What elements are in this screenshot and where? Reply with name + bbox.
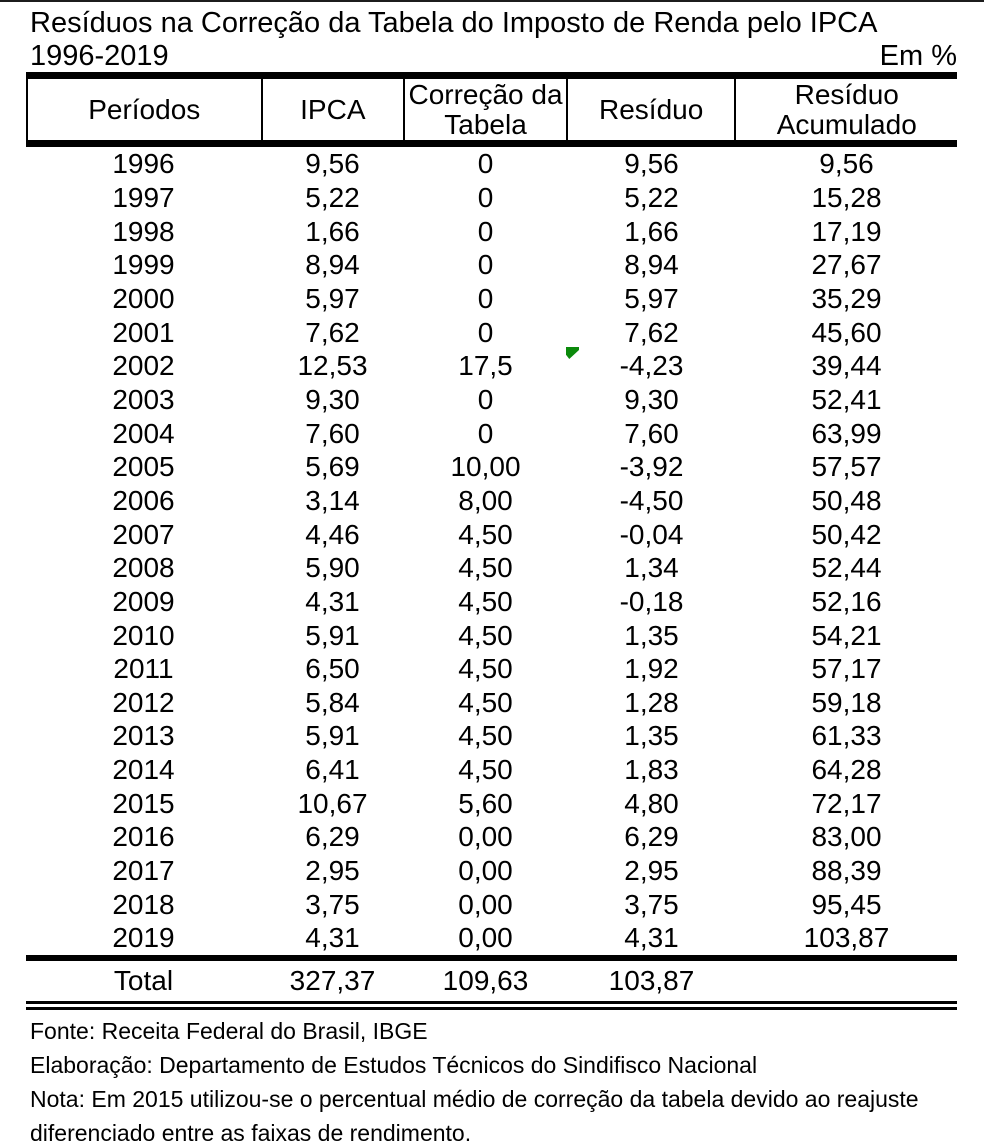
cell-value: 52,16 (811, 585, 882, 617)
cell-period: 2011 (113, 653, 174, 685)
cell-period: 2009 (112, 585, 175, 617)
cell-value: 4,50 (458, 686, 513, 718)
cell-period: 2012 (112, 686, 175, 718)
cell-period: 2002 (112, 350, 175, 382)
table-row (26, 618, 957, 652)
cell-value: 72,17 (811, 787, 882, 819)
column-header: Períodos (28, 79, 263, 140)
table-row (26, 484, 957, 518)
cell-value: 17,5 (458, 350, 513, 382)
table-row (26, 416, 957, 450)
cell-period: 2018 (112, 888, 175, 920)
table-row (26, 652, 957, 686)
period-subtitle: 1996-2019 (30, 40, 169, 72)
cell-period: 2000 (112, 282, 175, 314)
total-value: 109,63 (442, 965, 529, 997)
cell-value: 103,87 (803, 922, 890, 954)
cell-value: 4,50 (458, 552, 513, 584)
cell-value: 8,00 (458, 484, 513, 516)
cell-value: 17,19 (811, 215, 882, 247)
data-table (26, 72, 957, 1010)
table-row (26, 181, 957, 215)
cell-value: 64,28 (811, 754, 882, 786)
cell-value: 7,60 (305, 417, 360, 449)
cell-value: 39,44 (811, 350, 882, 382)
cell-value: 2,95 (624, 855, 679, 887)
total-row (26, 961, 957, 1001)
cell-value: 50,48 (811, 484, 882, 516)
cell-value: 7,62 (305, 316, 360, 348)
cell-value: 95,45 (811, 888, 882, 920)
cell-value: 6,41 (305, 754, 360, 786)
cell-value: 0,00 (458, 888, 513, 920)
cell-value: -4,23 (619, 350, 684, 382)
table-top-rule (26, 72, 957, 79)
cell-value: 9,56 (624, 148, 679, 180)
cell-value: 10,00 (450, 451, 521, 483)
cell-value: 1,35 (624, 619, 679, 651)
table-bottom-rule (26, 1001, 957, 1010)
cell-value: 4,31 (305, 922, 360, 954)
table-row (26, 214, 957, 248)
cell-value: 9,30 (624, 383, 679, 415)
cell-value: 9,56 (819, 148, 874, 180)
cell-value: 9,56 (305, 148, 360, 180)
cell-value: 50,42 (811, 518, 882, 550)
cell-value: 5,22 (624, 181, 679, 213)
cell-value: 0,00 (458, 922, 513, 954)
cell-period: 2016 (112, 821, 175, 853)
source-note: Fonte: Receita Federal do Brasil, IBGE (30, 1018, 428, 1044)
cell-value: 7,60 (624, 417, 679, 449)
cell-period: 1996 (112, 148, 175, 180)
cell-value: 52,41 (811, 383, 882, 415)
cell-value: 4,80 (624, 787, 679, 819)
cell-value: 1,34 (624, 552, 679, 584)
top-edge-rule (0, 0, 984, 2)
cell-value: 8,94 (624, 249, 679, 281)
cell-value: 6,29 (305, 821, 360, 853)
cell-value: 15,28 (811, 181, 882, 213)
cell-period: 2008 (112, 552, 175, 584)
cell-value: 0 (477, 383, 494, 415)
cell-value: 6,29 (624, 821, 679, 853)
cell-value: 0,00 (458, 855, 513, 887)
cell-value: 8,94 (305, 249, 360, 281)
subtitle-row (30, 41, 957, 71)
cell-value: 6,50 (305, 653, 360, 685)
table-row (26, 585, 957, 619)
table-row (26, 921, 957, 955)
cell-value: 10,67 (297, 787, 368, 819)
table-row (26, 147, 957, 181)
cell-value: 7,62 (624, 316, 679, 348)
footer (30, 1014, 960, 1143)
note-line-2: diferenciado entre as faixas de rendimento. (30, 1120, 472, 1143)
cell-value: 0 (477, 316, 494, 348)
cell-value: -0,04 (619, 518, 684, 550)
cell-value: 4,50 (458, 720, 513, 752)
cell-period: 2015 (112, 787, 175, 819)
cell-value: 1,28 (624, 686, 679, 718)
cell-value: 1,66 (624, 215, 679, 247)
table-row (26, 282, 957, 316)
column-header: Resíduo (568, 79, 737, 140)
column-header: Resíduo Acumulado (776, 78, 917, 140)
cell-period: 2006 (112, 484, 175, 516)
column-header: Correção da Tabela (405, 79, 568, 140)
cell-period: 1999 (112, 249, 175, 281)
cell-period: 2010 (112, 619, 175, 651)
cell-value: 88,39 (811, 855, 882, 887)
cell-value: 4,31 (624, 922, 679, 954)
cell-period: 2005 (112, 451, 175, 483)
total-label: Total (113, 965, 174, 997)
table-row (26, 450, 957, 484)
page-title: Resíduos na Correção da Tabela do Imposto de Renda pelo IPCA (30, 7, 878, 39)
table-body (26, 147, 957, 955)
cell-value: 4,50 (458, 518, 513, 550)
cell-value: 1,92 (624, 653, 679, 685)
cell-value: 27,67 (811, 249, 882, 281)
table-row (26, 517, 957, 551)
cell-value: 4,31 (305, 585, 360, 617)
cell-value: 4,50 (458, 619, 513, 651)
cell-value: 5,97 (624, 282, 679, 314)
table-row (26, 786, 957, 820)
cell-value: 5,90 (305, 552, 360, 584)
cell-period: 2007 (112, 518, 175, 550)
cell-value: 54,21 (811, 619, 882, 651)
table-row (26, 753, 957, 787)
cell-value: 45,60 (811, 316, 882, 348)
cell-value: 83,00 (811, 821, 882, 853)
cell-value: 0 (477, 215, 494, 247)
cell-value: 1,35 (624, 720, 679, 752)
cell-value: 0 (477, 148, 494, 180)
cell-value: 4,50 (458, 585, 513, 617)
cell-value: 12,53 (297, 350, 368, 382)
cell-value: 5,91 (305, 720, 360, 752)
cell-value: 0 (477, 417, 494, 449)
cell-value: 3,75 (305, 888, 360, 920)
note-line-1: Nota: Em 2015 utilizou-se o percentual médio de correção da tabela devido ao reajuste (30, 1086, 919, 1112)
cell-value: 2,95 (305, 855, 360, 887)
table-row (26, 315, 957, 349)
cell-value: 3,75 (624, 888, 679, 920)
cell-value: 0,00 (458, 821, 513, 853)
cell-period: 2003 (112, 383, 175, 415)
table-row (26, 349, 957, 383)
cell-period: 2004 (112, 417, 175, 449)
cell-value: 1,66 (305, 215, 360, 247)
cell-value: 57,57 (811, 451, 882, 483)
cell-value: 4,50 (458, 653, 513, 685)
cell-value: -0,18 (619, 585, 684, 617)
table-row (26, 686, 957, 720)
cell-period: 2013 (112, 720, 175, 752)
cell-period: 1998 (112, 215, 175, 247)
cell-period: 2001 (112, 316, 175, 348)
cell-value: 5,84 (305, 686, 360, 718)
cell-period: 2019 (112, 922, 175, 954)
cell-value: 59,18 (811, 686, 882, 718)
table-row (26, 383, 957, 417)
cell-value: 4,46 (305, 518, 360, 550)
cell-value: 5,60 (458, 787, 513, 819)
cell-value: 52,44 (811, 552, 882, 584)
cell-value: 5,91 (305, 619, 360, 651)
elaboration-note: Elaboração: Departamento de Estudos Técnicos do Sindifisco Nacional (30, 1052, 758, 1078)
cell-value: 5,97 (305, 282, 360, 314)
cell-value: -3,92 (619, 451, 684, 483)
cell-value: 61,33 (811, 720, 882, 752)
table-row (26, 719, 957, 753)
cell-value: 5,22 (305, 181, 360, 213)
table-row (26, 248, 957, 282)
cell-value: 57,17 (811, 653, 882, 685)
cell-period: 1997 (112, 181, 175, 213)
cell-value: -4,50 (619, 484, 684, 516)
table-row (26, 820, 957, 854)
cell-value: 4,50 (458, 754, 513, 786)
cell-value: 0 (477, 282, 494, 314)
cell-value: 5,69 (305, 451, 360, 483)
cell-value: 63,99 (811, 417, 882, 449)
unit-label: Em % (879, 40, 957, 72)
table-row (26, 854, 957, 888)
table-row (26, 887, 957, 921)
header-row (26, 79, 957, 140)
table-row (26, 551, 957, 585)
column-header: IPCA (263, 79, 406, 140)
total-value: 327,37 (289, 965, 376, 997)
cell-period: 2014 (112, 754, 175, 786)
header-bottom-rule (26, 140, 957, 147)
cell-value: 0 (477, 181, 494, 213)
cell-value: 9,30 (305, 383, 360, 415)
cell-value: 3,14 (305, 484, 360, 516)
cell-period: 2017 (112, 855, 175, 887)
cell-value: 1,83 (624, 754, 679, 786)
cell-value: 0 (477, 249, 494, 281)
total-value: 103,87 (608, 965, 695, 997)
cell-value: 35,29 (811, 282, 882, 314)
